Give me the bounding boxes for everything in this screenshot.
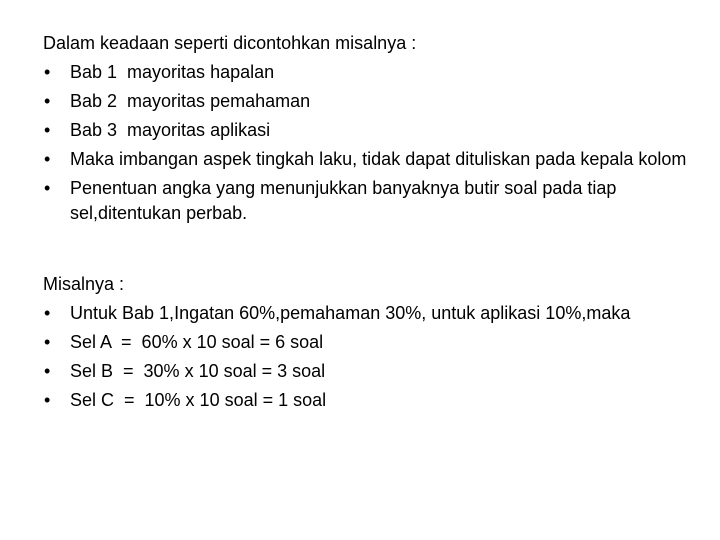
bullet-item xyxy=(43,357,690,386)
bullet-text: Penentuan angka yang menunjukkan banyaknya butir soal pada tiap sel,ditentukan perbab. xyxy=(70,178,622,223)
bullet-item xyxy=(43,145,690,174)
bullet-text: Maka imbangan aspek tingkah laku, tidak dapat dituliskan pada kepala kolom xyxy=(70,149,687,169)
bullet-text: Bab 1 mayoritas hapalan xyxy=(70,62,275,82)
section-1-intro: Dalam keadaan seperti dicontohkan misalnya : xyxy=(43,33,417,53)
bullet-item xyxy=(43,87,690,116)
bullet-text: Sel C = 10% x 10 soal = 1 soal xyxy=(70,390,327,410)
bullet-item xyxy=(43,328,690,357)
bullet-icon: • xyxy=(44,361,51,381)
bullet-text: Untuk Bab 1,Ingatan 60%,pemahaman 30%, untuk aplikasi 10%,maka xyxy=(70,303,631,323)
bullet-text: Bab 3 mayoritas aplikasi xyxy=(70,120,271,140)
bullet-icon: • xyxy=(44,303,51,323)
bullet-icon: • xyxy=(44,332,51,352)
bullet-item xyxy=(43,386,690,415)
bullet-icon: • xyxy=(44,390,51,410)
bullet-item xyxy=(43,174,690,228)
section-1-bullet-list xyxy=(43,58,690,228)
bullet-item xyxy=(43,58,690,87)
bullet-icon: • xyxy=(44,120,51,140)
section-spacer xyxy=(43,228,690,270)
bullet-icon: • xyxy=(44,62,51,82)
bullet-text: Bab 2 mayoritas pemahaman xyxy=(70,91,311,111)
bullet-icon: • xyxy=(44,149,51,169)
bullet-text: Sel A = 60% x 10 soal = 6 soal xyxy=(70,332,324,352)
bullet-item xyxy=(43,299,690,328)
section-2-intro: Misalnya : xyxy=(43,274,125,294)
bullet-icon: • xyxy=(44,178,51,198)
section-2-bullet-list xyxy=(43,299,690,415)
bullet-text: Sel B = 30% x 10 soal = 3 soal xyxy=(70,361,326,381)
bullet-item xyxy=(43,116,690,145)
bullet-icon: • xyxy=(44,91,51,111)
